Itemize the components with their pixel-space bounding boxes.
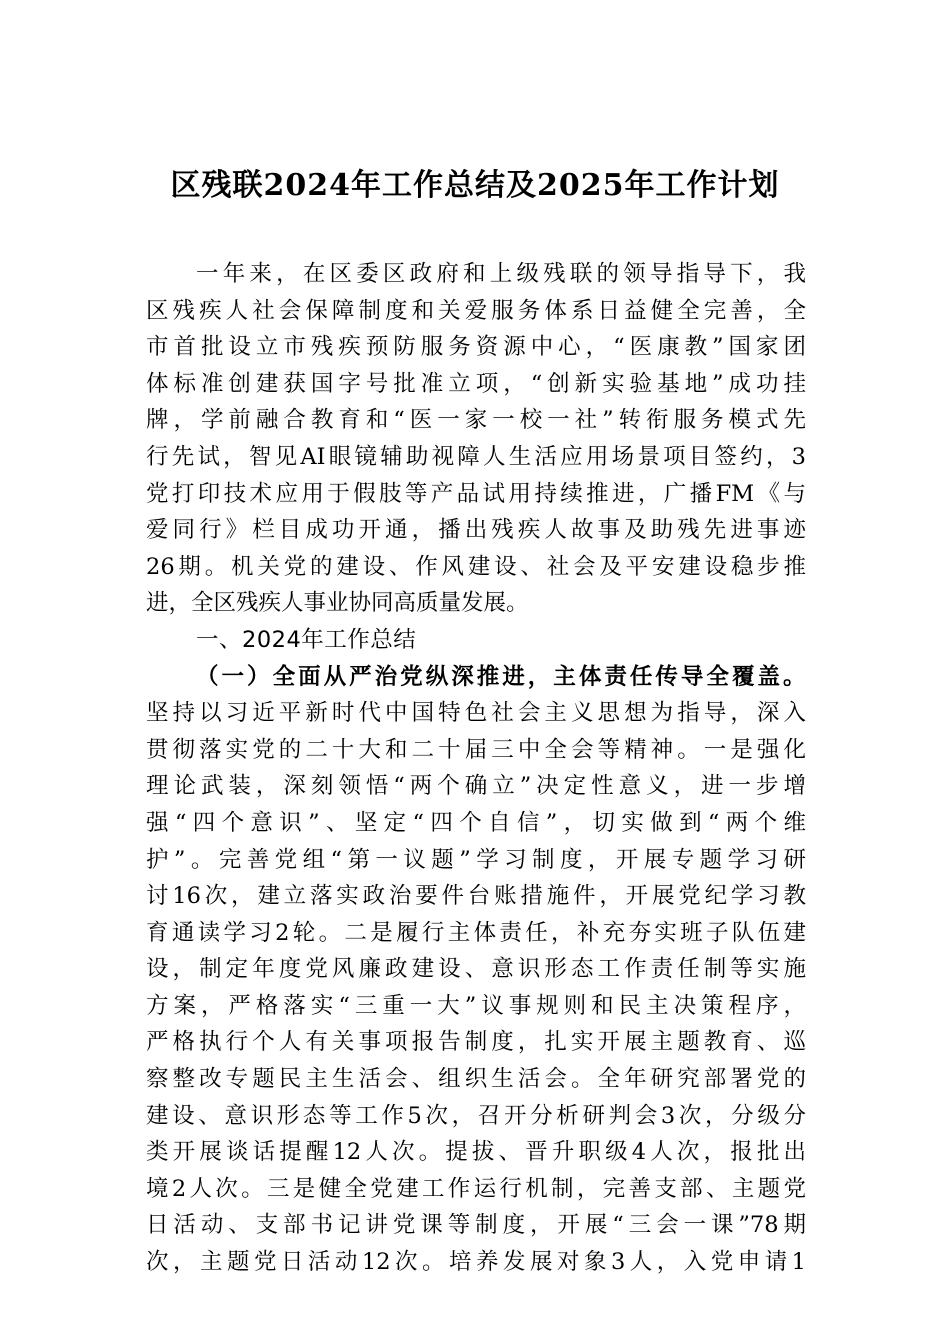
document-body <box>146 256 806 1281</box>
text-line: 设，制定年度党风廉政建设、意识形态工作责任制等实施 <box>146 956 806 983</box>
text-line: 境2人次。三是健全党建工作运行机制，完善支部、主题党 <box>146 1175 806 1202</box>
text-line: 一年来，在区委区政府和上级残联的领导指导下，我 <box>196 261 806 287</box>
text-line: 次，主题党日活动12次。培养发展对象3人，入党申请1 <box>146 1249 806 1276</box>
text-line: 进，全区残疾人事业协同高质量发展。 <box>146 590 529 617</box>
text-line: 行先试，智见AI眼镜辅助视障人生活应用场景项目签约，3 <box>146 443 806 470</box>
text-line: 育通读学习2轮。二是履行主体责任，补充夯实班子队伍建 <box>146 919 806 946</box>
text-line: 市首批设立市残疾预防服务资源中心，“医康教”国家团 <box>146 334 806 361</box>
text-line: 建设、意识形态等工作5次，召开分析研判会3次，分级分 <box>146 1102 806 1129</box>
text-line: 牌，学前融合教育和“医一家一校一社”转衔服务模式先 <box>146 407 806 434</box>
text-line: 26期。机关党的建设、作风建设、社会及平安建设稳步推 <box>146 553 806 580</box>
text-line: 坚持以习近平新时代中国特色社会主义思想为指导，深入 <box>146 700 806 727</box>
text-line: 贯彻落实党的二十大和二十届三中全会等精神。一是强化 <box>146 736 806 763</box>
text-line: 察整改专题民主生活会、组织生活会。全年研究部署党的 <box>146 1066 806 1093</box>
text-line: 区残疾人社会保障制度和关爱服务体系日益健全完善，全 <box>146 297 806 324</box>
text-line: 强“四个意识”、坚定“四个自信”，切实做到“两个维 <box>146 809 806 836</box>
text-line: 类开展谈话提醒12人次。提拔、晋升职级4人次，报批出 <box>146 1139 806 1166</box>
text-line: 护”。完善党组“第一议题”学习制度，开展专题学习研 <box>146 846 806 873</box>
text-line: 日活动、支部书记讲党课等制度，开展“三会一课”78期 <box>146 1212 806 1239</box>
document-title: 区残联2024年工作总结及2025年工作计划 <box>170 168 780 203</box>
paragraph-party-building <box>146 695 806 1281</box>
section-heading: 一、2024年工作总结 <box>196 626 417 653</box>
text-line: 爱同行》栏目成功开通，播出残疾人故事及助残先进事迹 <box>146 517 806 544</box>
text-line: 严格执行个人有关事项报告制度，扎实开展主题教育、巡 <box>146 1029 806 1056</box>
text-line: 体标准创建获国字号批准立项，“创新实验基地”成功挂 <box>146 370 806 397</box>
text-line: 讨16次，建立落实政治要件台账措施件，开展党纪学习教 <box>146 883 806 910</box>
subsection-heading: （一）全面从严治党纵深推进，主体责任传导全覆盖。 <box>196 663 806 690</box>
text-line: 方案，严格落实“三重一大”议事规则和民主决策程序， <box>146 992 806 1019</box>
paragraph-intro <box>146 256 806 622</box>
text-line: 理论武装，深刻领悟“两个确立”决定性意义，进一步增 <box>146 773 806 800</box>
text-line: 党打印技术应用于假肢等产品试用持续推进，广播FM《与 <box>146 480 806 507</box>
